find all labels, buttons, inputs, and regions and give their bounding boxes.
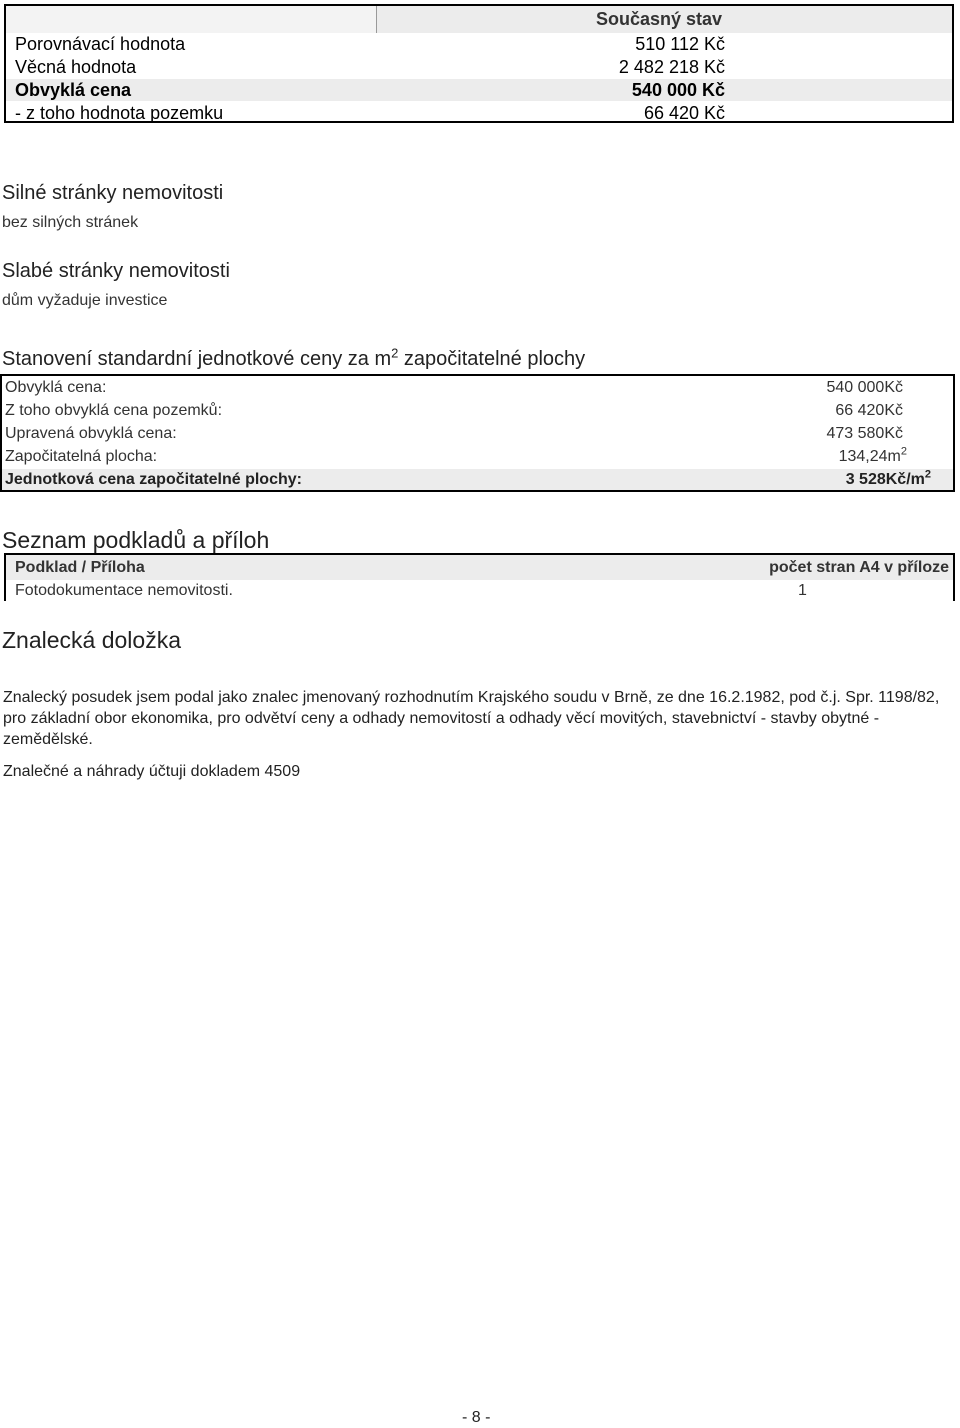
clause-fee: Znalečné a náhrady účtuji dokladem 4509 [3, 763, 301, 780]
valuation-table [4, 4, 954, 123]
unit-price-heading-text-end: započitatelné plochy [398, 348, 586, 370]
unit-price-heading-sup: 2 [391, 345, 399, 361]
attachments-col-name: Podklad / Příloha [15, 559, 145, 576]
unit-price-row [5, 446, 931, 468]
unit-price-heading [2, 347, 585, 371]
weaknesses-text: dům vyžaduje investice [2, 292, 168, 309]
valuation-row [15, 56, 725, 78]
attachment-name: Fotodokumentace nemovitosti. [15, 582, 233, 599]
valuation-label: - z toho hodnota pozemku [15, 103, 224, 123]
valuation-label: Věcná hodnota [15, 57, 137, 77]
strengths-text: bez silných stránek [2, 214, 139, 231]
unit-price-label: Jednotková cena započitatelné plochy: [5, 471, 302, 488]
unit-price-row [5, 423, 931, 445]
unit-price-table [0, 374, 955, 492]
attachments-col-pages: počet stran A4 v příloze [769, 559, 949, 576]
attachments-table [4, 553, 955, 601]
attachment-pages: 1 [798, 582, 807, 599]
unit-price-label: Upravená obvyklá cena: [5, 425, 177, 442]
valuation-row [15, 33, 725, 55]
unit-price-label: Obvyklá cena: [5, 379, 107, 396]
attachments-heading: Seznam podkladů a příloh [2, 527, 270, 553]
valuation-label: Porovnávací hodnota [15, 34, 186, 54]
valuation-value: 2 482 218 Kč [618, 57, 725, 77]
clause-paragraph: Znalecký posudek jsem podal jako znalec jmenovaný rozhodnutím Krajského soudu v Brně, ze dne 16.2.1982, pod č.j. Spr. 1198/82, pro základní obor ekonomika, pro odvětví ceny a odhady nemovitostí a odhady věcí movitých, stavebnictví - stavby obytné - zemědělské. [3, 689, 940, 748]
valuation-value: 510 112 Kč [635, 34, 725, 54]
valuation-row [15, 102, 725, 124]
unit-price-label: Z toho obvyklá cena pozemků: [5, 402, 223, 419]
unit-price-row [5, 400, 931, 422]
unit-price-row-highlight [5, 469, 931, 491]
strengths-heading: Silné stránky nemovitosti [2, 182, 224, 204]
unit-price-value: 3 $528Kč/m^2$ [845, 468, 931, 488]
unit-price-value: $134,24m^2$ [838, 445, 907, 465]
valuation-row-highlight [15, 79, 725, 101]
unit-price-value: 66 420Kč [835, 402, 903, 419]
unit-price-heading-text: Stanovení standardní jednotkové ceny za m [2, 348, 392, 370]
unit-price-row [5, 377, 931, 399]
valuation-header: Současný stav [596, 9, 723, 29]
unit-price-label: Započitatelná plocha: [5, 448, 158, 465]
page-number: - 8 - [462, 1409, 491, 1426]
valuation-value: 66 420 Kč [643, 103, 725, 123]
unit-price-value: 540 000Kč [826, 379, 903, 396]
unit-price-value: 473 580Kč [826, 425, 903, 442]
valuation-label: Obvyklá cena [15, 80, 132, 100]
clause-heading: Znalecká doložka [2, 627, 181, 653]
weaknesses-heading: Slabé stránky nemovitosti [2, 260, 230, 282]
valuation-value: 540 000 Kč [631, 80, 725, 100]
